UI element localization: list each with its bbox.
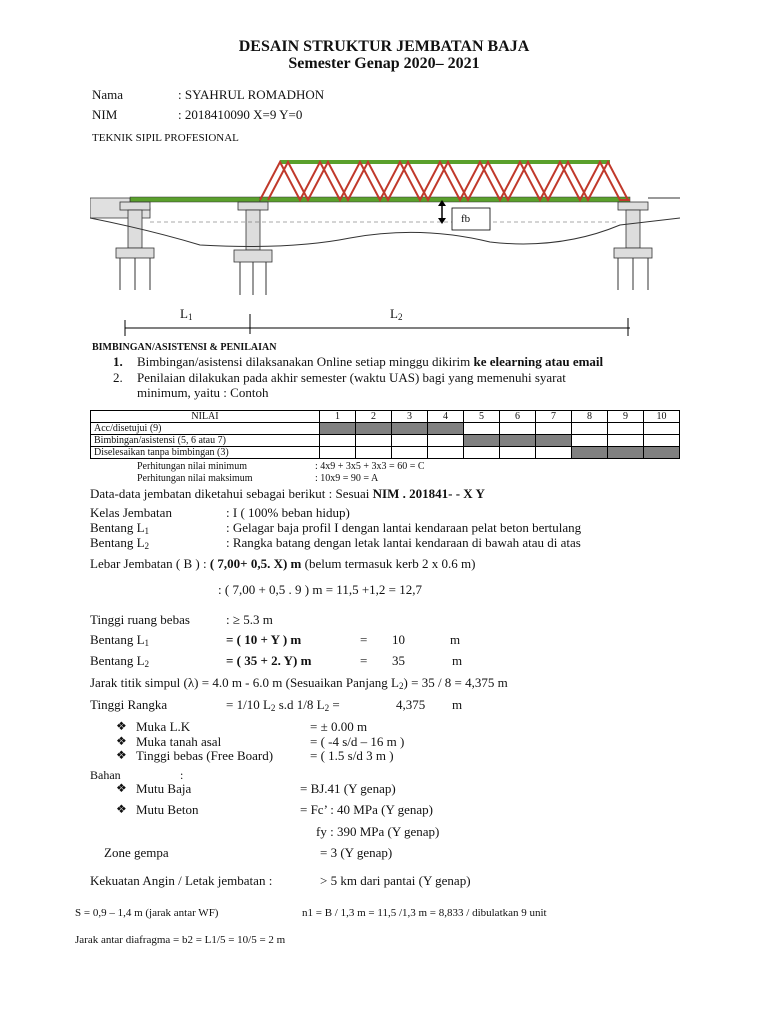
girder-count: n1 = B / 1,3 m = 11,5 /1,3 m = 8,833 / dibulatkan 9 unit — [302, 907, 547, 919]
piles-middle — [240, 262, 266, 295]
diamond-bullet-icon: ❖ — [116, 719, 127, 733]
bentang-l1-eq: = — [360, 632, 368, 647]
grade-row-label: Diselesaikan tanpa bimbingan (3) — [91, 447, 320, 459]
grade-col: 7 — [536, 411, 572, 423]
grade-col: 5 — [464, 411, 500, 423]
min-calc-value: : 4x9 + 3x5 + 3x3 = 60 = C — [315, 461, 425, 472]
wf-spacing: S = 0,9 – 1,4 m (jarak antar WF) — [75, 907, 219, 919]
max-calc-value: : 10x9 = 90 = A — [315, 473, 379, 484]
angin-value: > 5 km dari pantai (Y genap) — [320, 873, 471, 888]
grade-col: 10 — [644, 411, 680, 423]
tinggi-bebas-value: : ≥ 5.3 m — [226, 612, 273, 627]
lebar-calculation: : ( 7,00 + 0,5 . 9 ) m = 11,5 +1,2 = 12,7 — [218, 582, 422, 597]
assessment-item2-line1: Penilaian dilakukan pada akhir semester (waktu UAS) bagi yang memenuhi syarat — [137, 370, 566, 385]
mutu-beton-label: Mutu Beton — [136, 802, 199, 817]
tinggi-rangka-formula: = 1/10 $L_2$ s.d 1/8 $L_2$ = — [226, 697, 340, 713]
assessment-item2-line2: minimum, yaitu : Contoh — [137, 385, 269, 400]
name-label: Nama — [92, 87, 124, 102]
grade-col: 8 — [572, 411, 608, 423]
table-row — [91, 435, 680, 447]
level-value: = ( -4 s/d – 16 m ) — [310, 734, 405, 749]
bentang-l2-value: 35 — [392, 653, 405, 668]
truss-diagonals — [260, 162, 630, 200]
data-intro: Data-data jembatan diketahui sebagai berikut : Sesuai NIM . 201841- - X Y — [90, 486, 485, 501]
level-value: = ( 1.5 s/d 3 m ) — [310, 748, 394, 763]
pier-right — [618, 202, 648, 210]
grade-row-label: Acc/disetujui (9) — [91, 423, 320, 435]
angin-label: Kekuatan Angin / Letak jembatan : — [90, 873, 273, 888]
grade-row-label: Bimbingan/asistensi (5, 6 atau 7) — [91, 435, 320, 447]
fb-box — [452, 208, 490, 230]
lebar-formula: Lebar Jembatan ( B ) : ( 7,00+ 0,5. X) m (belum termasuk kerb 2 x 0.6 m) — [90, 556, 476, 571]
level-label: Tinggi bebas (Free Board) — [136, 748, 274, 763]
min-calc-label: Perhitungan nilai minimum — [137, 461, 247, 472]
bentang-l1-value: 10 — [392, 632, 405, 647]
l1-type-label: Bentang $L_1$ — [90, 520, 150, 536]
piles-right — [618, 258, 648, 290]
bentang-l2-eq: = — [360, 653, 368, 668]
fb-label: fb — [461, 213, 471, 225]
bentang-l1-label: Bentang $L_1$ — [90, 632, 150, 648]
diamond-bullet-icon: ❖ — [116, 748, 127, 762]
zone-gempa-label: Zone gempa — [104, 845, 169, 860]
level-value: = ± 0.00 m — [310, 719, 368, 734]
tinggi-rangka-label: Tinggi Rangka — [90, 697, 168, 712]
max-calc-label: Perhitungan nilai maksimum — [137, 473, 253, 484]
level-label: Muka tanah asal — [136, 734, 222, 749]
kelas-label: Kelas Jembatan — [90, 505, 172, 520]
nim-label: NIM — [92, 107, 118, 122]
name-value: : SYAHRUL ROMADHON — [178, 87, 325, 102]
diaphragm-spacing: Jarak antar diafragma = b2 = L1/5 = 10/5 = 2 m — [75, 934, 286, 946]
girder-deck-l1 — [130, 197, 260, 202]
jarak-simpul: Jarak titik simpul (λ) = 4.0 m - 6.0 m (Sesuaikan Panjang $L_2) = 35 / 8 = 4,375$ m — [90, 675, 508, 691]
tinggi-bebas-label: Tinggi ruang bebas — [90, 612, 190, 627]
span-l1-label: $L_1$ — [180, 306, 193, 322]
bahan-label: Bahan — [90, 768, 121, 782]
grade-col: 6 — [500, 411, 536, 423]
grade-col: 2 — [356, 411, 392, 423]
grade-col: 3 — [392, 411, 428, 423]
grade-col: 9 — [608, 411, 644, 423]
tinggi-rangka-value: 4,375 — [396, 697, 426, 712]
grade-col: 4 — [428, 411, 464, 423]
assessment-item2-number: 2. — [113, 370, 123, 385]
grade-table-header — [91, 411, 680, 423]
table-row — [91, 447, 680, 459]
grade-col: 1 — [320, 411, 356, 423]
page-subtitle: Semester Genap 2020– 2021 — [288, 55, 480, 72]
l1-type-value: : Gelagar baja profil I dengan lantai kendaraan pelat beton bertulang — [226, 520, 582, 535]
bentang-l1-formula: = ( 10 + Y ) m — [226, 632, 302, 647]
assessment-item1-text: Bimbingan/asistensi dilaksanakan Online setiap minggu dikirim ke elearning atau email — [137, 354, 604, 369]
nim-value: : 2018410090 X=9 Y=0 — [178, 107, 303, 122]
zone-gempa-value: = 3 (Y genap) — [320, 845, 393, 860]
bahan-colon: : — [180, 768, 184, 782]
tinggi-rangka-unit: m — [452, 697, 463, 712]
grade-header-label: NILAI — [91, 411, 320, 423]
diamond-bullet-icon: ❖ — [116, 802, 127, 816]
bentang-l2-unit: m — [452, 653, 463, 668]
l2-type-value: : Rangka batang dengan letak lantai kendaraan di bawah atau di atas — [226, 535, 581, 550]
grade-table — [90, 410, 680, 459]
level-label: Muka L.K — [136, 719, 191, 734]
l2-type-label: Bentang $L_2$ — [90, 535, 150, 551]
assessment-item1-number: 1. — [113, 354, 123, 369]
page-title: DESAIN STRUKTUR JEMBATAN BAJA — [238, 38, 530, 55]
program-label: TEKNIK SIPIL PROFESIONAL — [92, 132, 239, 144]
bentang-l2-formula: = ( 35 + 2. Y) m — [226, 653, 312, 668]
span-l2-label: $L_2$ — [390, 306, 403, 322]
table-row — [91, 423, 680, 435]
bentang-l2-label: Bentang $L_2$ — [90, 653, 150, 669]
pier-middle — [238, 202, 268, 210]
diamond-bullet-icon: ❖ — [116, 734, 127, 748]
piles-left — [120, 258, 150, 290]
fy-value: fy : 390 MPa (Y genap) — [316, 824, 440, 839]
truss-deck-l2 — [260, 197, 630, 202]
assessment-heading: BIMBINGAN/ASISTENSI & PENILAIAN — [92, 342, 277, 353]
mutu-beton-value: = Fc’ : 40 MPa (Y genap) — [300, 802, 433, 817]
diamond-bullet-icon: ❖ — [116, 781, 127, 795]
kelas-value: : I ( 100% beban hidup) — [226, 505, 350, 520]
bridge-elevation-figure — [90, 150, 680, 340]
mutu-baja-value: = BJ.41 (Y genap) — [300, 781, 396, 796]
bentang-l1-unit: m — [450, 632, 461, 647]
mutu-baja-label: Mutu Baja — [136, 781, 192, 796]
